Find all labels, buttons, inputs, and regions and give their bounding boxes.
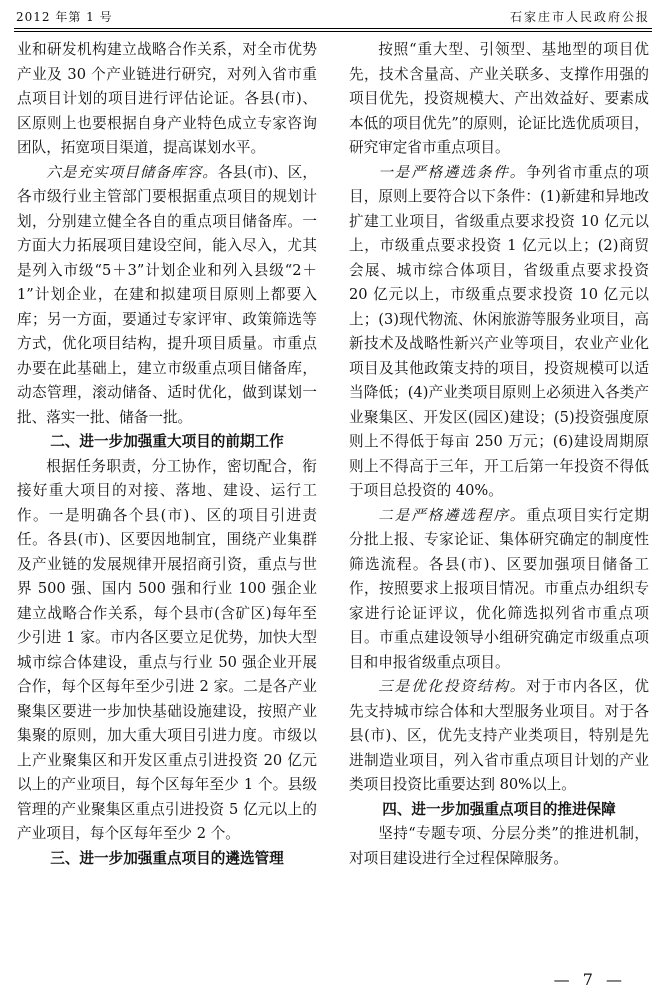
- paragraph-lead: 二是严格遴选程序。: [378, 506, 527, 524]
- left-column: [17, 38, 317, 871]
- issue-label: 2012 年第 1 号: [16, 10, 113, 24]
- paragraph-lead: 一是严格遴选条件。: [378, 163, 527, 181]
- paragraph-investment-structure: [349, 675, 649, 798]
- paragraph-body: 对于市内各区，优先支持城市综合体和大型服务业项目。对于各县(市)、区，优先支持产业类项目，特别是先进制造业项目，列入省市重点项目计划的产业类项目投资比重要达到 80%以上。: [349, 678, 649, 793]
- paragraph-body: 重点项目实行定期分批上报、专家论证、集体研究确定的制度性筛选流程。各县(市)、区要加强项目储备工作，按照要求上报项目情况。市重点办组织专家进行论证评议，优化筛选拟列省市重点项目。市重点建设领导小组研究确定市级重点项目和申报省级重点项目。: [349, 506, 649, 671]
- paragraph-body: 各县(市)、区，各市级行业主管部门要根据重点项目的规划计划，分别建立健全各自的重点项目储备库。一方面大力拓展项目建设空间，能入尽入，尤其是列入市级“5＋3”计划企业和列入县级“2＋1”计划企业，在建和拟建项目原则上都要入库；另一方面，要通过专家评审、政策筛选等方式，优化项目结构，提升项目质量。市重点办要在此基础上，建立市级重点项目储备库，动态管理，滚动储备、适时优化，做到谋划一批、落实一批、储备一批。: [17, 163, 317, 426]
- running-header: [14, 6, 652, 28]
- paragraph-continued: 业和研发机构建立战略合作关系，对全市优势产业及 30 个产业链进行研究，对列入省市重点项目计划的项目进行评估论证。各县(市)、区原则上也要根据自身产业特色成立专家咨询团队，拓宽项目渠道，提高谋划水平。: [17, 41, 317, 156]
- paragraph-lead: 三是优化投资结构。: [378, 678, 527, 695]
- section-heading-3: 三、进一步加强重点项目的遴选管理: [50, 849, 284, 867]
- paragraph-guarantee: 坚持“专题专项、分层分类”的推进机制，对项目建设进行全过程保障服务。: [349, 825, 649, 867]
- right-column: [349, 38, 649, 871]
- header-rule-thick: [14, 31, 652, 32]
- paragraph-selection-criteria: [349, 161, 649, 504]
- publication-title: 石家庄市人民政府公报: [509, 10, 650, 24]
- section-heading-2: 二、进一步加强重大项目的前期工作: [50, 433, 284, 450]
- page-number: — 7 —: [553, 970, 626, 989]
- header-rule-thin: [14, 28, 652, 29]
- paragraph-lead: 六是充实项目储备库容。: [46, 163, 218, 181]
- paragraph-project-reserve: [17, 161, 317, 431]
- paragraph-body: 争列省市重点的项目，原则上要符合以下条件：(1)新建和异地改扩建工业项目，省级重点要求投资 10 亿元以上，市级重点要求投资 1 亿元以上；(2)商贸会展、城市综合体项目，省级重点要求投资 20 亿元以上，市级重点要求投资 10 亿元以上；(3)现代物流、休闲旅游等服务业项目，高新技术及战略性新兴产业等项目，农业产业化项目及其他政策支持的项目，投资规模可以适当降低；(4)产业类项目原则上必须进入各类产业聚集区、开发区(园区)建设；(5)投资强度原则上不得低于每亩 250 万元；(6)建设周期原则上不得高于三年，开工后第一年投资不得低于项目总投资的 40%。: [349, 163, 649, 499]
- paragraph-principles: 按照“重大型、引领型、基地型的项目优先，技术含量高、产业关联多、支撑作用强的项目优先，投资规模大、产出效益好、要素成本低的项目优先”的原则，论证比选优质项目，研究审定省市重点项目。: [349, 41, 649, 156]
- paragraph-selection-procedure: [349, 504, 649, 676]
- paragraph-preliminary-work: 根据任务职责，分工协作，密切配合，衔接好重大项目的对接、落地、建设、运行工作。一是明确各个县(市)、区的项目引进责任。各县(市)、区要因地制宜，围绕产业集群及产业链的发展规律开展招商引资，重点与世界 500 强、国内 500 强和行业 100 强企业建立战略合作关系，每个县市(含矿区)每年至少引进 1 家。市内各区要立足优势，加快大型城市综合体建设，重点与行业 50 强企业开展合作，每个区每年至少引进 2 家。二是各产业聚集区要进一步加快基础设施建设，按照产业集聚的原则，加大重大项目引进力度。市级以上产业聚集区和开发区重点引进投资 20 亿元以上的产业项目，每个区每年至少 1 个。县级管理的产业聚集区重点引进投资 5 亿元以上的产业项目，每个区每年至少 2 个。: [17, 457, 317, 842]
- section-heading-4: 四、进一步加强重点项目的推进保障: [382, 800, 616, 818]
